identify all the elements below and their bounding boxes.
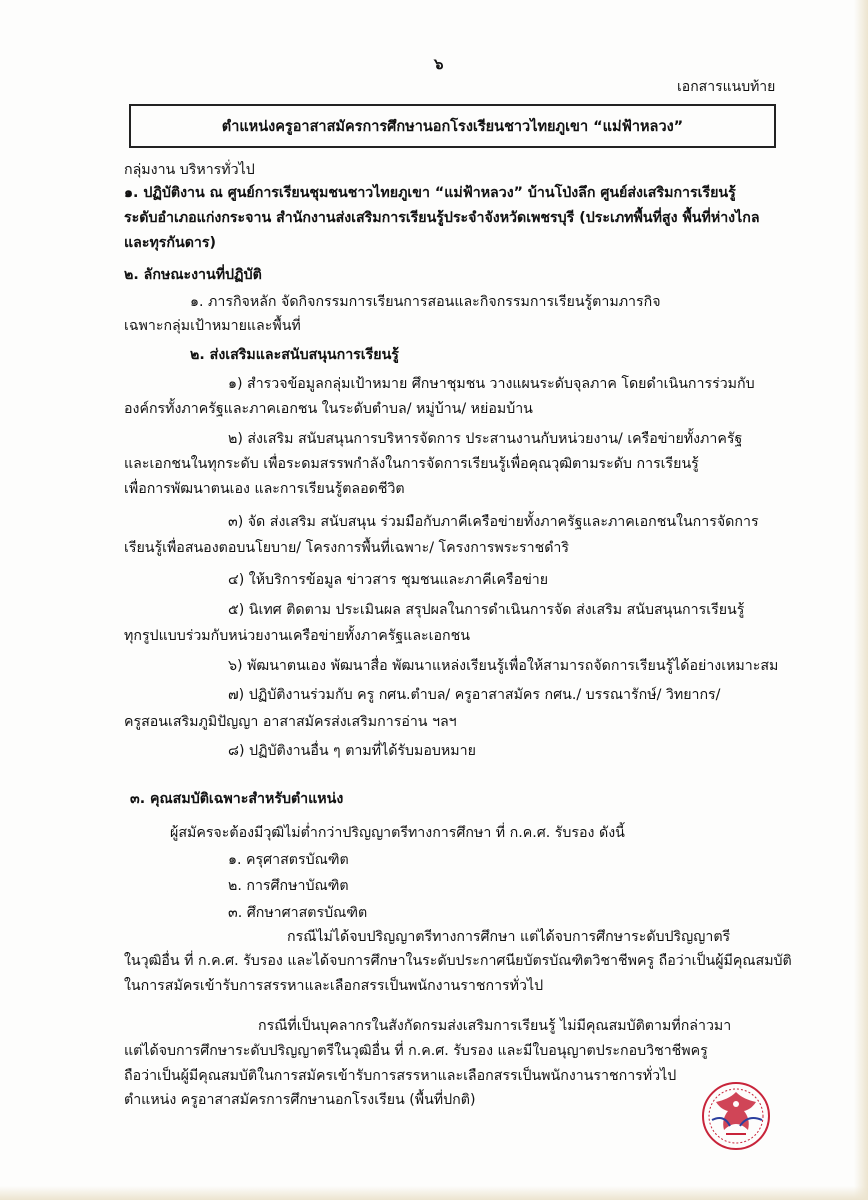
item-4: ๔) ให้บริการข้อมูล ข่าวสาร ชุมชนและภาคีเครือข่าย — [228, 572, 549, 588]
item-2-line-1: ๒) ส่งเสริม สนับสนุนการบริหารจัดการ ประสานงานกับหน่วยงาน/ เครือข่ายทั้งภาครัฐ — [228, 431, 743, 447]
section-2-heading: ๒. ลักษณะงานที่ปฏิบัติ — [124, 267, 262, 283]
section-2-sub-1-line-2: เฉพาะกลุ่มเป้าหมายและพื้นที่ — [124, 318, 301, 334]
paragraph-1-line-2: ในวุฒิอื่น ที่ ก.ค.ศ. รับรอง และได้จบการศึกษาในระดับประกาศนียบัตรบัณฑิตวิชาชีพครู ถือว่าเป็นผู้มีคุณสมบัติ — [124, 953, 792, 969]
paragraph-1-line-3: ในการสมัครเข้ารับการสรรหาและเลือกสรรเป็นพนักงานราชการทั่วไป — [124, 978, 544, 994]
page-edge-shadow — [854, 0, 868, 1200]
item-1-line-2: องค์กรทั้งภาครัฐและภาคเอกชน ในระดับตำบล/ หมู่บ้าน/ หย่อมบ้าน — [124, 401, 533, 417]
paragraph-2-line-2: แต่ได้จบการศึกษาระดับปริญญาตรีในวุฒิอื่น ที่ ก.ค.ศ. รับรอง และมีใบอนุญาตประกอบวิชาชีพครู — [124, 1043, 708, 1059]
section-2-sub-2-heading: ๒. ส่งเสริมและสนับสนุนการเรียนรู้ — [190, 347, 399, 363]
item-7-line-1: ๗) ปฏิบัติงานร่วมกับ ครู กศน.ตำบล/ ครูอาสาสมัคร กศน./ บรรณารักษ์/ วิทยากร/ — [228, 687, 721, 703]
degree-2: ๒. การศึกษาบัณฑิต — [228, 878, 349, 894]
item-5-line-1: ๕) นิเทศ ติดตาม ประเมินผล สรุปผลในการดำเนินการจัด ส่งเสริม สนับสนุนการเรียนรู้ — [228, 602, 745, 618]
section-3-intro: ผู้สมัครจะต้องมีวุฒิไม่ต่ำกว่าปริญญาตรีทางการศึกษา ที่ ก.ค.ศ. รับรอง ดังนี้ — [170, 825, 625, 841]
paragraph-1-line-1: กรณีไม่ได้จบปริญญาตรีทางการศึกษา แต่ได้จบการศึกษาระดับปริญญาตรี — [287, 929, 731, 945]
item-2-line-2: และเอกชนในทุกระดับ เพื่อระดมสรรพกำลังในการจัดการเรียนรู้เพื่อคุณวุฒิตามระดับ การเรียนรู้ — [124, 456, 699, 472]
section-3-heading: ๓. คุณสมบัติเฉพาะสำหรับตำแหน่ง — [130, 791, 344, 807]
section-1-line-2: ระดับอำเภอแก่งกระจาน สำนักงานส่งเสริมการเรียนรู้ประจำจังหวัดเพชรบุรี (ประเภทพื้นที่สูง พื้นที่ห่างไกล — [124, 210, 760, 226]
section-1-line-1: ๑. ปฏิบัติงาน ณ ศูนย์การเรียนชุมชนชาวไทยภูเขา “แม่ฟ้าหลวง” บ้านโป่งลึก ศูนย์ส่งเสริมการเรียนรู้ — [124, 185, 736, 201]
title-box — [129, 104, 776, 148]
item-6: ๖) พัฒนาตนเอง พัฒนาสื่อ พัฒนาแหล่งเรียนรู้เพื่อให้สามารถจัดการเรียนรู้ได้อย่างเหมาะสม — [228, 658, 779, 674]
item-1-line-1: ๑) สำรวจข้อมูลกลุ่มเป้าหมาย ศึกษาชุมชน วางแผนระดับจุลภาค โดยดำเนินการร่วมกับ — [228, 376, 755, 392]
attachment-label: เอกสารแนบท้าย — [677, 79, 776, 95]
paragraph-2-line-3: ถือว่าเป็นผู้มีคุณสมบัติในการสมัครเข้ารับการสรรหาและเลือกสรรเป็นพนักงานราชการทั่วไป — [124, 1068, 677, 1084]
item-3-line-2: เรียนรู้เพื่อสนองตอบนโยบาย/ โครงการพื้นที่เฉพาะ/ โครงการพระราชดำริ — [124, 540, 570, 556]
item-7-line-2: ครูสอนเสริมภูมิปัญญา อาสาสมัครส่งเสริมการอ่าน ฯลฯ — [124, 714, 457, 730]
degree-1: ๑. ครุศาสตรบัณฑิต — [228, 852, 349, 868]
item-2-line-3: เพื่อการพัฒนาตนเอง และการเรียนรู้ตลอดชีวิต — [124, 481, 405, 497]
page-edge-shadow-bottom — [0, 1186, 868, 1200]
section-1-line-3: และทุรกันดาร) — [124, 235, 217, 251]
item-5-line-2: ทุกรูปแบบร่วมกับหน่วยงานเครือข่ายทั้งภาครัฐและเอกชน — [124, 628, 470, 644]
garuda-seal-icon — [700, 1080, 772, 1152]
item-3-line-1: ๓) จัด ส่งเสริม สนับสนุน ร่วมมือกับภาคีเครือข่ายทั้งภาครัฐและภาคเอกชนในการจัดการ — [228, 514, 759, 530]
page-number: ๖ — [434, 55, 444, 73]
degree-3: ๓. ศึกษาศาสตรบัณฑิต — [228, 905, 368, 921]
work-group-line: กลุ่มงาน บริหารทั่วไป — [124, 162, 255, 178]
paragraph-2-line-4: ตำแหน่ง ครูอาสาสมัครการศึกษานอกโรงเรียน (พื้นที่ปกติ) — [124, 1092, 476, 1108]
item-8: ๘) ปฏิบัติงานอื่น ๆ ตามที่ได้รับมอบหมาย — [228, 743, 476, 759]
section-2-sub-1-line-1: ๑. ภารกิจหลัก จัดกิจกรรมการเรียนการสอนและกิจกรรมการเรียนรู้ตามภารกิจ — [190, 294, 661, 310]
paragraph-2-line-1: กรณีที่เป็นบุคลากรในสังกัดกรมส่งเสริมการเรียนรู้ ไม่มีคุณสมบัติตามที่กล่าวมา — [258, 1018, 732, 1034]
document-title: ตำแหน่งครูอาสาสมัครการศึกษานอกโรงเรียนชาวไทยภูเขา “แม่ฟ้าหลวง” — [221, 118, 684, 135]
